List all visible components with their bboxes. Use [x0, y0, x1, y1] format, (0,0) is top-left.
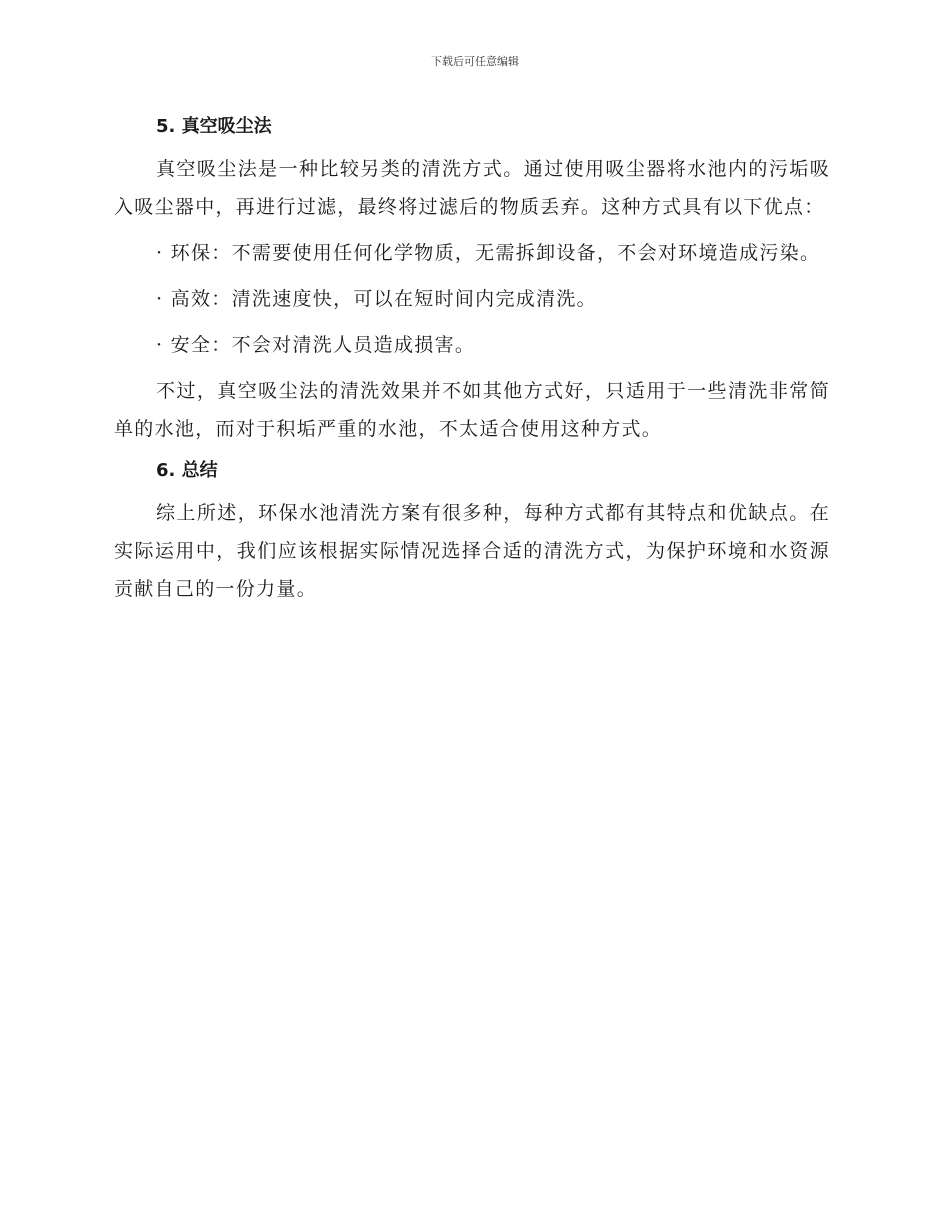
- section-6-heading: 6. 总结: [156, 460, 218, 481]
- page-header: 下载后可任意编辑: [431, 55, 519, 68]
- bullet-eco: · 环保：不需要使用任何化学物质，无需拆卸设备，不会对环境造成污染。: [156, 242, 821, 264]
- bullet-safe: · 安全：不会对清洗人员造成损害。: [156, 334, 476, 356]
- section-6-body: 综上所述，环保水池清洗方案有很多种，每种方式都有其特点和优缺点。在实际运用中，我们应该根据实际情况选择合适的清洗方式，为保护环境和水资源贡献自己的一份力量。: [114, 502, 830, 600]
- section-5-heading: 5. 真空吸尘法: [156, 116, 272, 137]
- section-5-conclusion: 不过，真空吸尘法的清洗效果并不如其他方式好，只适用于一些清洗非常简单的水池，而对于积垢严重的水池，不太适合使用这种方式。: [114, 380, 830, 440]
- section-5-intro: 真空吸尘法是一种比较另类的清洗方式。通过使用吸尘器将水池内的污垢吸入吸尘器中，再进行过滤，最终将过滤后的物质丢弃。这种方式具有以下优点：: [114, 158, 830, 218]
- bullet-efficient: · 高效：清洗速度快，可以在短时间内完成清洗。: [156, 288, 597, 310]
- document-body: [114, 112, 830, 616]
